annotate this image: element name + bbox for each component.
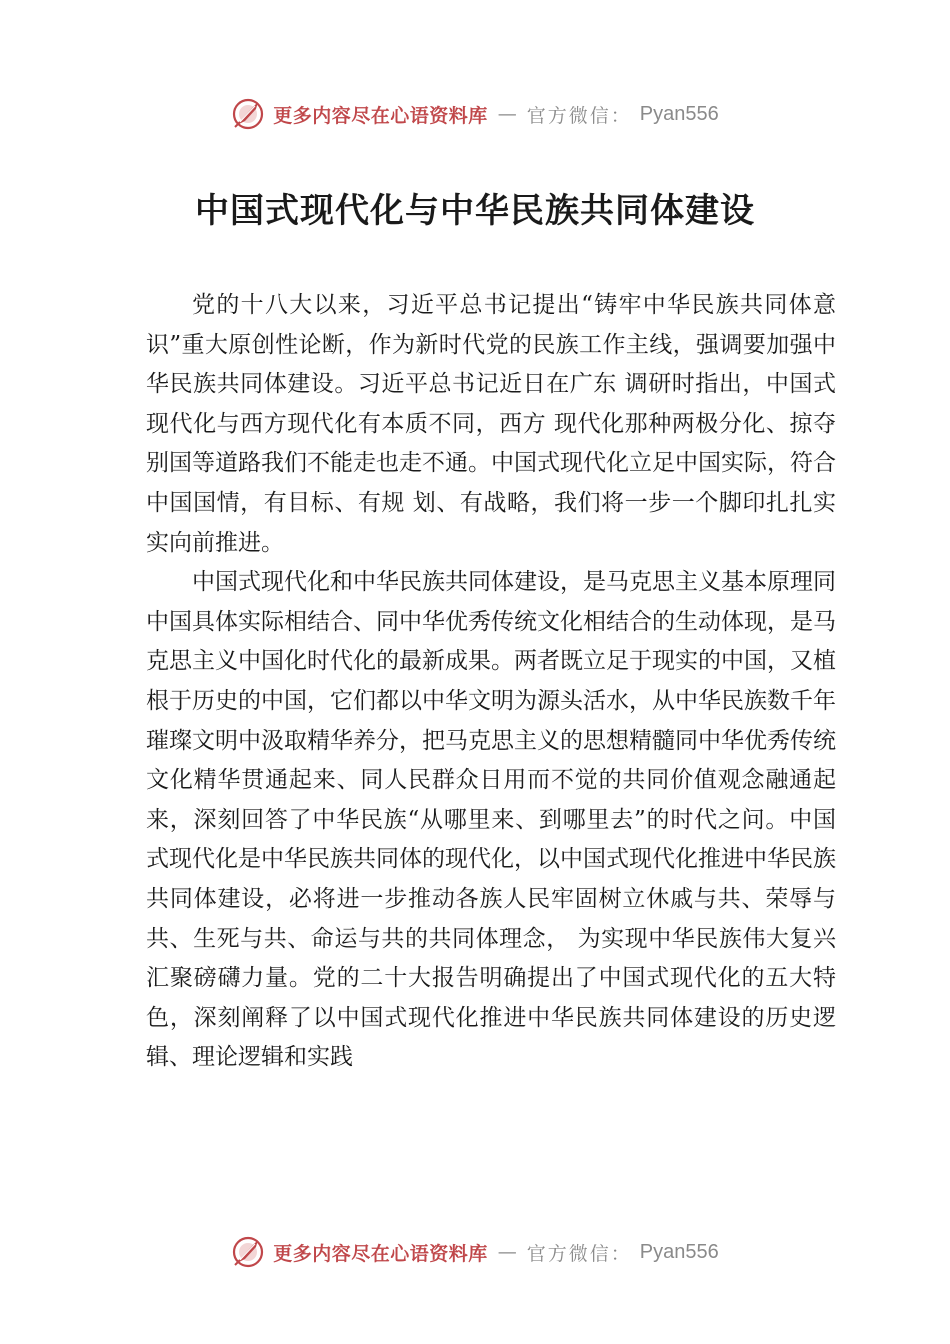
header-banner	[231, 97, 719, 131]
footer-wechat-label: 官方微信：	[526, 1242, 632, 1265]
header-banner-dash: —	[497, 103, 517, 125]
page-footer	[0, 1232, 950, 1272]
header-wechat-id: Pyan556	[639, 102, 719, 125]
document-body	[146, 286, 836, 1078]
header-banner-title: 更多内容尽在心语资料库	[273, 104, 488, 127]
header-wechat-label: 官方微信：	[526, 104, 632, 127]
footer-banner	[231, 1235, 719, 1269]
footer-banner-title: 更多内容尽在心语资料库	[273, 1242, 488, 1265]
document-title: 中国式现代化与中华民族共同体建设	[195, 191, 755, 231]
footer-wechat-id: Pyan556	[639, 1240, 719, 1263]
paragraph-2: 中国式现代化和中华民族共同体建设，是马克思主义基本原理同中国具体实际相结合、同中华优秀传统文化相结合的生动体现，是马克思主义中国化时代化的最新成果。两者既立足于现实的中国，又植根于历史的中国，它们都以中华文明为源头活水，从中华民族数千年璀璨文明中汲取精华养分，把马克思主义的思想精髓同中华优秀传统文化精华贯通起来、同人民群众日用而不觉的共同价值观念融通起来，深刻回答了中华民族“从哪里来、到哪里去”的时代之问。中国式现代化是中华民族共同体的现代化，以中国式现代化推进中华民族共同体建设，必将进一步推动各族人民牢固树立休戚与共、荣辱与共、生死与共、命运与共的共同体理念， 为实现中华民族伟大复兴汇聚磅礴力量。党的二十大报告明确提出了中国式现代化的五大特色，深刻阐释了以中国式现代化推进中华民族共同体建设的历史逻辑、理论逻辑和实践	[146, 569, 836, 1071]
paragraph-1: 党的十八大以来，习近平总书记提出“铸牢中华民族共同体意识”重大原创性论断，作为新时代党的民族工作主线，强调要加强中华民族共同体建设。习近平总书记近日在广东 调研时指出，中国式现代化与西方现代化有本质不同，西方 现代化那种两极分化、掠夺别国等道路我们不能走也走不通。中国式现代化立足中国实际，符合中国国情，有目标、有规 划、有战略，我们将一步一个脚印扎扎实实向前推进。	[146, 292, 836, 556]
quill-logo-icon	[231, 1235, 265, 1269]
quill-logo-icon	[231, 97, 265, 131]
page-header	[0, 94, 950, 134]
footer-banner-dash: —	[497, 1241, 517, 1263]
